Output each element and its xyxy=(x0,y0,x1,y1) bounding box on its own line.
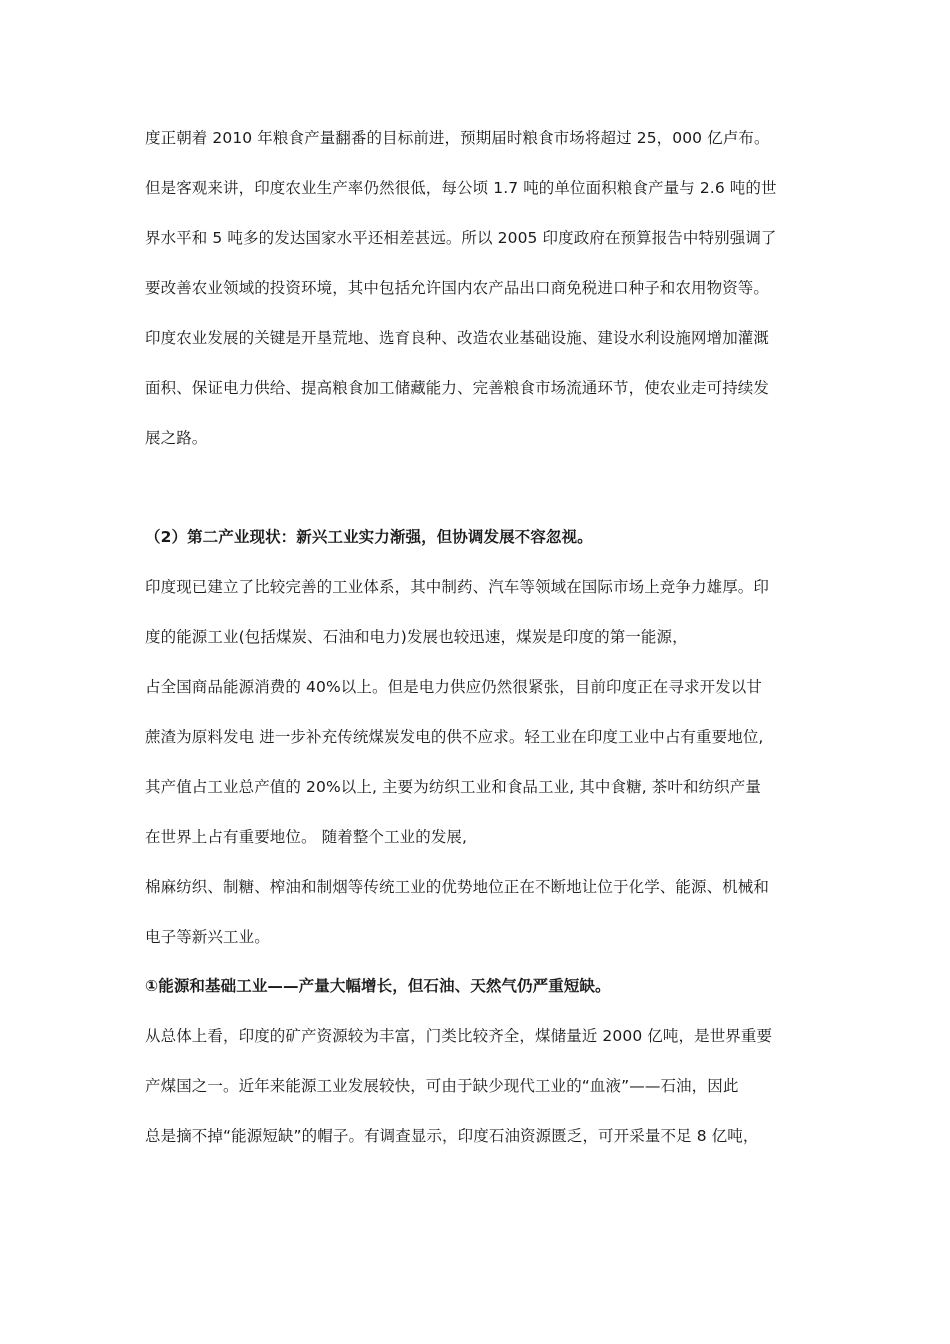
body-text-line: 度的能源工业(包括煤炭、石油和电力)发展也较迅速，煤炭是印度的第一能源， xyxy=(145,628,688,646)
body-text-line: 从总体上看，印度的矿产资源较为丰富，门类比较齐全，煤储量近 2000 亿吨，是世界重要 xyxy=(145,1027,773,1045)
body-text-line: 印度农业发展的关键是开垦荒地、选育良种、改造农业基础设施、建设水利设施网增加灌溉 xyxy=(145,329,770,347)
body-text-line: 面积、保证电力供给、提高粮食加工储藏能力、完善粮食市场流通环节，使农业走可持续发 xyxy=(145,379,770,397)
body-text-line: 界水平和 5 吨多的发达国家水平还相差甚远。所以 2005 印度政府在预算报告中特别强调了 xyxy=(145,229,777,247)
body-text-line: 度正朝着 2010 年粮食产量翻番的目标前进，预期届时粮食市场将超过 25，000 亿卢布。 xyxy=(145,129,770,147)
body-text-line: 在世界上占有重要地位。 随着整个工业的发展, xyxy=(145,828,468,846)
body-text-line: 棉麻纺织、制糖、榨油和制烟等传统工业的优势地位正在不断地让位于化学、能源、机械和 xyxy=(145,878,770,896)
body-text-line: 电子等新兴工业。 xyxy=(145,928,270,946)
subsection-heading: ①能源和基础工业——产量大幅增长，但石油、天然气仍严重短缺。 xyxy=(145,977,611,995)
body-text-line: 其产值占工业总产值的 20%以上, 主要为纺织工业和食品工业, 其中食糖, 茶叶和纺织产量 xyxy=(145,778,761,796)
body-text-line: 总是摘不掉“能源短缺”的帽子。有调查显示，印度石油资源匮乏，可开采量不足 8 亿吨， xyxy=(145,1127,759,1145)
body-text-line: 占全国商品能源消费的 40%以上。但是电力供应仍然很紧张，目前印度正在寻求开发以甘 xyxy=(145,678,762,696)
body-text-line: 蔗渣为原料发电 进一步补充传统煤炭发电的供不应求。轻工业在印度工业中占有重要地位, xyxy=(145,728,764,746)
body-text-line: 产煤国之一。近年来能源工业发展较快，可由于缺少现代工业的“血液”——石油，因此 xyxy=(145,1077,739,1095)
body-text-line: 要改善农业领域的投资环境，其中包括允许国内农产品出口商免税进口种子和农用物资等。 xyxy=(145,279,770,297)
section-heading: （2）第二产业现状：新兴工业实力渐强，但协调发展不容忽视。 xyxy=(145,528,593,546)
body-text-line: 印度现已建立了比较完善的工业体系，其中制药、汽车等领域在国际市场上竞争力雄厚。印 xyxy=(145,578,770,596)
body-text-line: 展之路。 xyxy=(145,429,208,447)
body-text-line: 但是客观来讲，印度农业生产率仍然很低，每公顷 1.7 吨的单位面积粮食产量与 2.6 吨的世 xyxy=(145,179,777,197)
